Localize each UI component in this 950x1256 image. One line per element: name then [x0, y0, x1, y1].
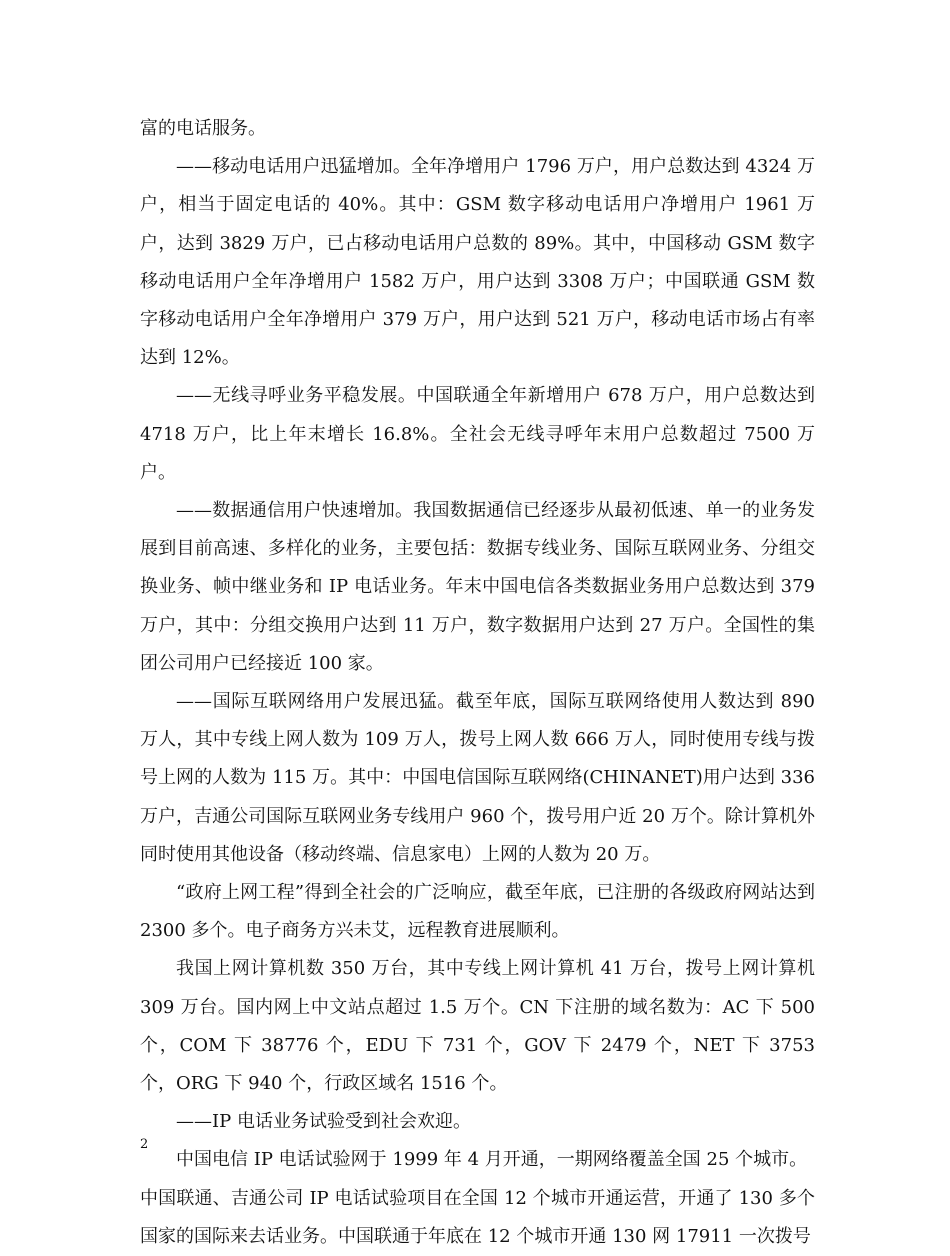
paragraph-continuation: 富的电话服务。 [140, 118, 266, 139]
paragraph-paging: ——无线寻呼业务平稳发展。中国联通全年新增用户 678 万户，用户总数达到 4718 万户，比上年末增长 16.8%。全社会无线寻呼年末用户总数超过 7500 万户。 [140, 385, 815, 483]
document-body [140, 110, 815, 1256]
paragraph-internet-users: ——国际互联网络用户发展迅猛。截至年底，国际互联网络使用人数达到 890 万人，其中专线上网人数为 109 万人，拨号上网人数 666 万人，同时使用专线与拨号上网的人数为 115 万。其中：中国电信国际互联网络(CHINANET)用户达到 336 万户，吉通公司国际互联网业务专线用户 960 个，拨号用户近 20 万个。除计算机外同时使用其他设备（移动终端、信息家电）上网的人数为 20 万。 [140, 691, 815, 865]
paragraph-ip-phone-unicom: 中国联通、吉通公司 IP 电话试验项目在全国 12 个城市开通运营，开通了 130 多个国家的国际来去话业务。中国联通于年底在 12 个城市开通 130 网 17911 一次拨号 [140, 1187, 815, 1247]
paragraph-ip-phone-heading: ——IP 电话业务试验受到社会欢迎。 [176, 1111, 471, 1133]
paragraph-computers-domains: 我国上网计算机数 350 万台，其中专线上网计算机 41 万台，拨号上网计算机 309 万台。国内网上中文站点超过 1.5 万个。CN 下注册的域名数为：AC 下 500 个，COM 下 38776 个，EDU 下 731 个，GOV 下 2479 个，NET 下 3753 个，ORG 下 940 个，行政区域名 1516 个。 [140, 958, 815, 1095]
page-number: 2 [140, 1137, 149, 1152]
paragraph-mobile-users: ——移动电话用户迅猛增加。全年净增用户 1796 万户，用户总数达到 4324 万户，相当于固定电话的 40%。其中：GSM 数字移动电话用户净增用户 1961 万户，达到 3829 万户，已占移动电话用户总数的 89%。其中，中国移动 GSM 数字移动电话用户全年净增用户 1582 万户，用户达到 3308 万户；中国联通 GSM 数字移动电话用户全年净增用户 379 万户，用户达到 521 万户，移动电话市场占有率达到 12%。 [140, 156, 815, 369]
paragraph-data-communication: ——数据通信用户快速增加。我国数据通信已经逐步从最初低速、单一的业务发展到目前高速、多样化的业务，主要包括：数据专线业务、国际互联网业务、分组交换业务、帧中继业务和 IP 电话业务。年末中国电信各类数据业务用户总数达到 379 万户，其中：分组交换用户达到 11 万户，数字数据用户达到 27 万户。全国性的集团公司用户已经接近 100 家。 [140, 500, 815, 674]
paragraph-government-online: “政府上网工程”得到全社会的广泛响应，截至年底，已注册的各级政府网站达到 2300 多个。电子商务方兴未艾，远程教育进展顺利。 [140, 882, 815, 942]
paragraph-ip-phone-telecom: 中国电信 IP 电话试验网于 1999 年 4 月开通，一期网络覆盖全国 25 个城市。 [176, 1149, 808, 1171]
